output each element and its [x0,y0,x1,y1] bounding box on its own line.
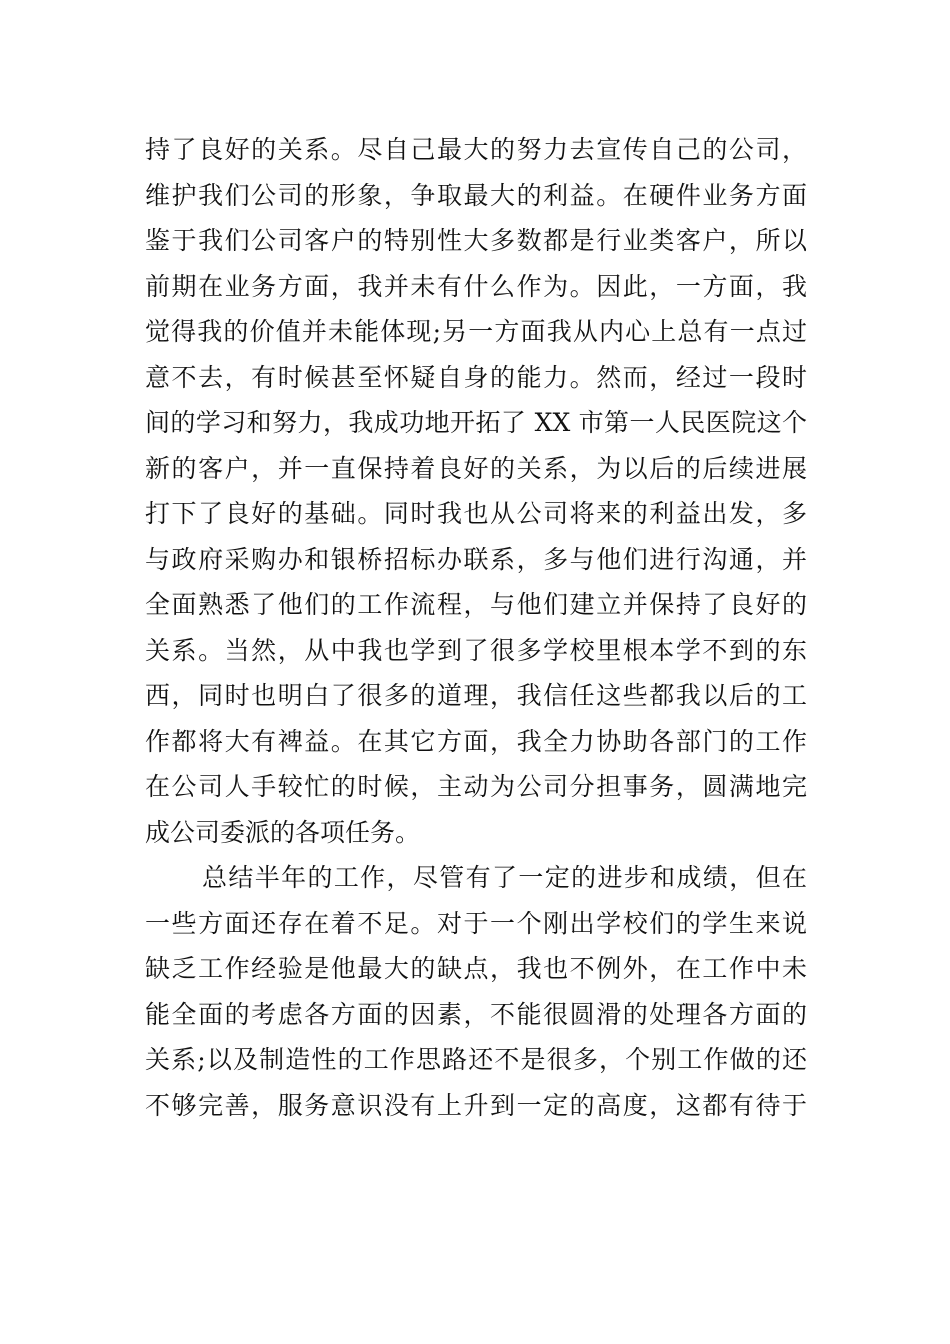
text-line: 鉴于我们公司客户的特别性大多数都是行业类客户，所以 [145,226,807,255]
text-line: 前期在业务方面，我并未有什么作为。因此，一方面，我 [145,271,807,301]
text-line: 作都将大有裨益。在其它方面，我全力协助各部门的工作 [145,726,807,756]
text-line: 打下了良好的基础。同时我也从公司将来的利益出发，多 [145,499,807,528]
text-line: 意不去，有时候甚至怀疑自身的能力。然而，经过一段时 [145,362,807,392]
text-line: 关系。当然，从中我也学到了很多学校里根本学不到的东 [145,635,807,665]
text-line: 一些方面还存在着不足。对于一个刚出学校们的学生来说 [145,908,807,938]
text-line: 总结半年的工作，尽管有了一定的进步和成绩，但在 [202,863,807,892]
text-line: 成公司委派的各项任务。 [145,817,421,847]
text-line: 缺乏工作经验是他最大的缺点，我也不例外，在工作中未 [145,954,807,983]
text-line: 持了良好的关系。尽自己最大的努力去宣传自己的公司， [145,135,807,164]
text-line: 新的客户，并一直保持着良好的关系，为以后的后续进展 [145,453,807,483]
text-line: 全面熟悉了他们的工作流程，与他们建立并保持了良好的 [145,590,807,619]
text-line: 关系;以及制造性的工作思路还不是很多，个别工作做的还 [145,1045,807,1074]
text-line: 与政府采购办和银桥招标办联系，多与他们进行沟通，并 [145,544,807,574]
text-line: 间的学习和努力，我成功地开拓了 XX 市第一人民医院这个 [145,408,807,437]
document-body [145,127,807,1128]
text-line: 不够完善，服务意识没有上升到一定的高度，这都有待于 [145,1090,807,1120]
text-line: 觉得我的价值并未能体现;另一方面我从内心上总有一点过 [145,317,807,346]
text-line: 维护我们公司的形象，争取最大的利益。在硬件业务方面 [145,180,807,210]
paragraph-1 [145,127,807,855]
text-line: 能全面的考虑各方面的因素，不能很圆滑的处理各方面的 [145,999,807,1029]
paragraph-2 [145,855,807,1128]
text-line: 西，同时也明白了很多的道理，我信任这些都我以后的工 [145,681,807,710]
text-line: 在公司人手较忙的时候，主动为公司分担事务，圆满地完 [145,772,807,801]
